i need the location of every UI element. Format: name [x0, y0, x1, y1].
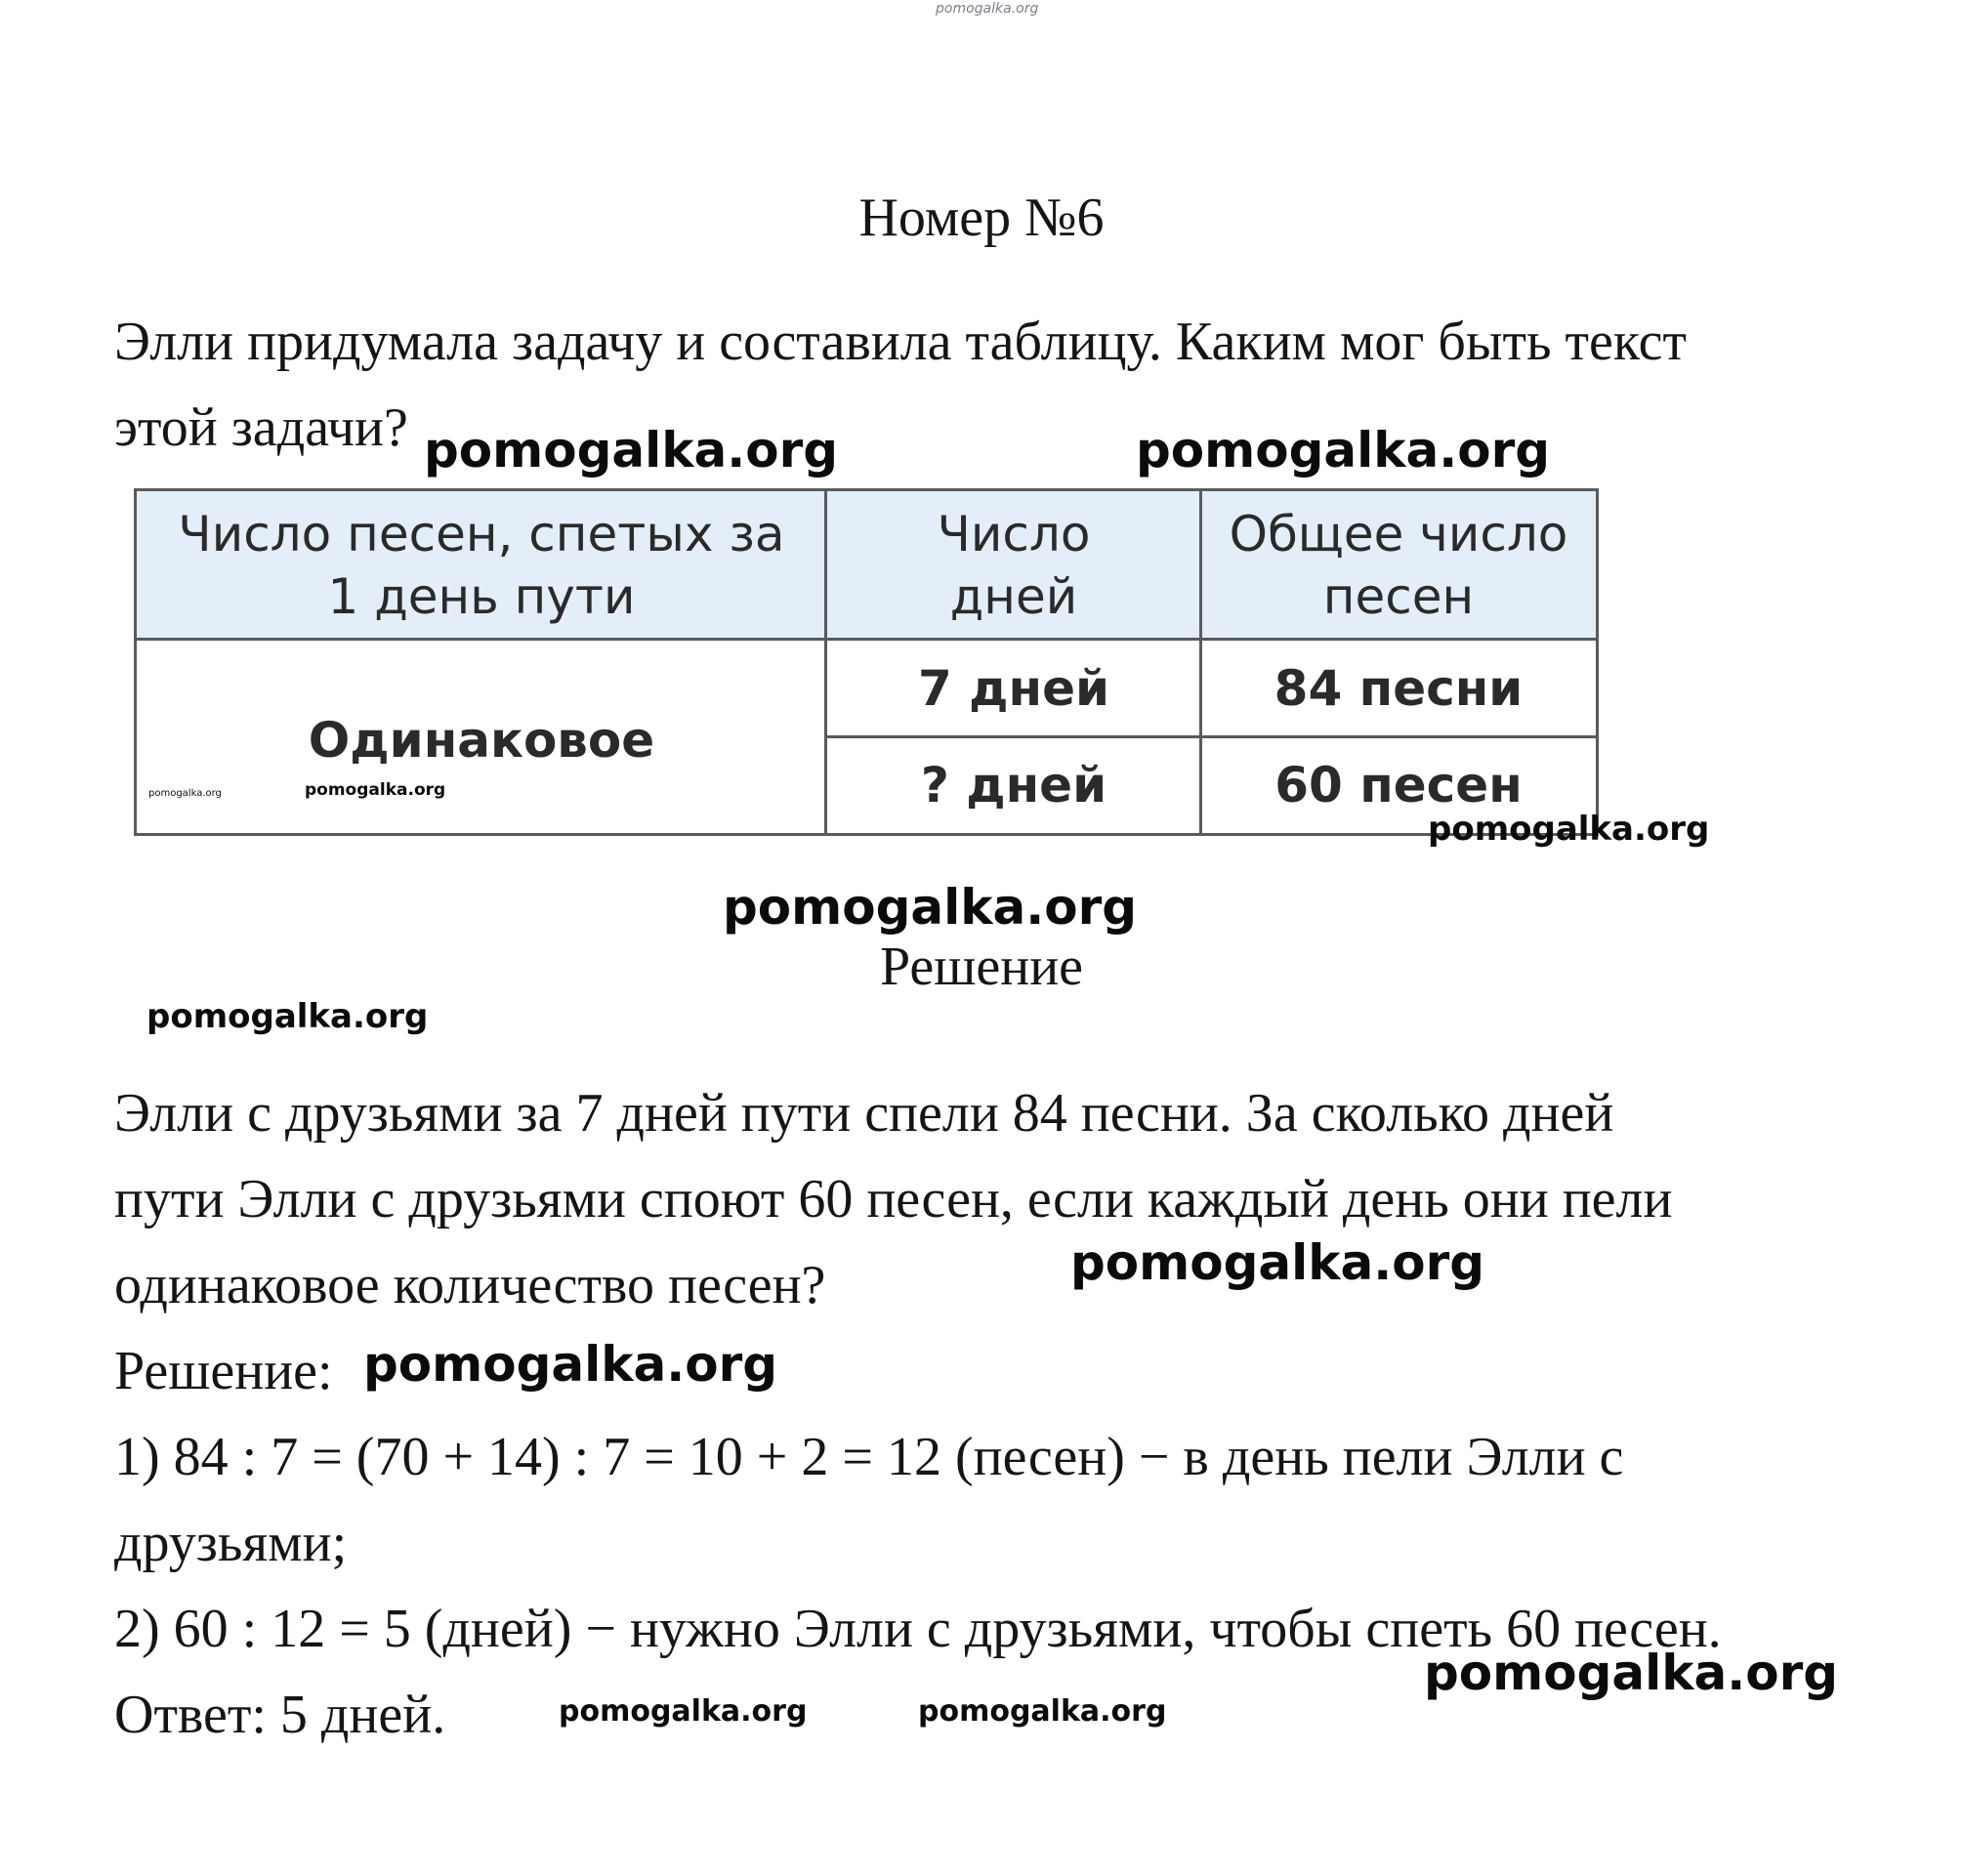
problem-line-1: Элли с друзьями за 7 дней пути спели 84 песни. За сколько дней [114, 1083, 1614, 1144]
header-text: песен [1322, 568, 1475, 625]
watermark: pomogalka.org [146, 997, 429, 1036]
table-divider [137, 638, 1596, 641]
answer: Ответ: 5 дней. [114, 1685, 446, 1745]
watermark: pomogalka.org [559, 1694, 808, 1729]
watermark: pomogalka.org [424, 422, 839, 479]
solution-step-1-line-2: друзьями; [114, 1513, 348, 1573]
solution-heading: Решение [879, 937, 1084, 997]
merged-cell [137, 640, 826, 833]
header-cell-days [826, 491, 1201, 640]
watermark: pomogalka.org [1070, 1234, 1485, 1291]
watermark: pomogalka.org [1136, 422, 1551, 479]
table-cell-days: 7 дней [826, 640, 1201, 737]
header-text: Общее число [1229, 506, 1568, 563]
header-text: дней [949, 568, 1078, 625]
header-text: Число [937, 506, 1091, 563]
page-title: Номер №6 [858, 188, 1105, 248]
table-divider [1199, 491, 1202, 833]
watermark: pomogalka.org [1428, 810, 1710, 849]
table-cell-total: 84 песни [1201, 640, 1596, 737]
header-text: 1 день пути [327, 568, 636, 625]
watermark: pomogalka.org [363, 1336, 778, 1393]
watermark: pomogalka.org [723, 879, 1138, 936]
watermark: pomogalka.org [148, 788, 222, 799]
solution-label: Решение: [114, 1341, 333, 1401]
problem-line-2: пути Элли с друзьями споют 60 песен, если каждый день они пели [114, 1169, 1673, 1230]
merged-cell-text: Одинаковое [308, 712, 655, 769]
header-text: Число песен, спетых за [178, 506, 785, 563]
task-line-2: этой задачи? [114, 397, 408, 458]
table-cell-days: ? дней [826, 737, 1201, 833]
solution-step-2: 2) 60 : 12 = 5 (дней) − нужно Элли с друзьями, чтобы спеть 60 песен. [114, 1599, 1722, 1659]
header-cell-total-songs [1201, 491, 1596, 640]
table-divider [826, 735, 1596, 738]
table-cell-total: 60 песен [1201, 737, 1596, 833]
top-watermark: pomogalka.org [936, 1, 1039, 17]
solution-step-1-line-1: 1) 84 : 7 = (70 + 14) : 7 = 10 + 2 = 12 (песен) − в день пели Элли с [114, 1427, 1624, 1487]
header-cell-songs-per-day [137, 491, 826, 640]
data-table [134, 488, 1599, 836]
problem-line-3: одинаковое количество песен? [114, 1255, 826, 1315]
table-divider [824, 491, 827, 833]
watermark: pomogalka.org [1424, 1645, 1839, 1701]
watermark: pomogalka.org [918, 1694, 1167, 1729]
watermark: pomogalka.org [305, 780, 446, 800]
task-line-1: Элли придумала задачу и составила таблицу. Каким мог быть текст [114, 312, 1687, 372]
